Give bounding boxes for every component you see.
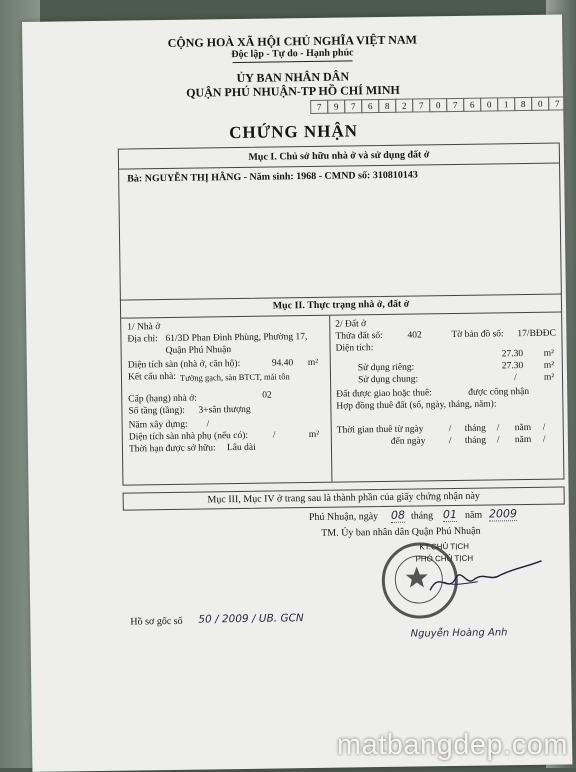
- district-heading: QUẬN PHÚ NHUẬN-TP HỒ CHÍ MINH: [186, 82, 400, 100]
- signer-role2: PHÓ CHỦ TỊCH: [415, 553, 474, 564]
- place-label: Phú Nhuận, ngày: [308, 511, 379, 524]
- date-year: 2009: [488, 507, 518, 521]
- lease-from-year: /: [542, 422, 546, 433]
- month-label: tháng: [410, 510, 434, 522]
- serial-digit: 8: [378, 99, 396, 113]
- address-label: Địa chỉ:: [127, 334, 158, 345]
- serial-digit: 7: [344, 99, 362, 113]
- serial-digit: 9: [327, 99, 345, 113]
- floors-label: Số tầng (tầng):: [128, 405, 185, 417]
- grade-label: Cấp (hạng) nhà ở:: [128, 393, 197, 405]
- section-property: [120, 292, 565, 485]
- floor-area-unit: m²: [307, 357, 319, 369]
- allocation-label: Đất được giao hoặc thuê:: [336, 388, 432, 400]
- land-area-label: Diện tích:: [335, 343, 374, 354]
- lease-to-month: /: [496, 435, 500, 446]
- private-use-unit: m²: [543, 360, 555, 371]
- aux-area-unit: m²: [308, 429, 320, 441]
- lease-from-month-label: tháng: [464, 423, 486, 434]
- lease-to-day: /: [448, 436, 452, 447]
- lease-from-day: /: [448, 424, 452, 435]
- certificate-title: CHỨNG NHẬN: [229, 121, 359, 143]
- structure-value: Tường gạch, sàn BTCT, mái tôn: [179, 371, 290, 383]
- floors-value: 3+sân thượng: [198, 404, 251, 416]
- floor-area-label: Diện tích sàn (nhà ở, căn hộ):: [127, 358, 241, 371]
- address-line1: 61/3D Phan Đình Phùng, Phường 17,: [165, 332, 308, 345]
- signature-scribble-icon: [426, 559, 547, 601]
- year-built-value: /: [206, 419, 210, 430]
- aux-area-value: /: [272, 430, 276, 441]
- serial-digit: 7: [446, 98, 464, 112]
- section-owner: [118, 143, 562, 301]
- land-area-unit: m²: [543, 348, 555, 359]
- nation-heading: CỘNG HOÀ XÃ HỘI CHỦ NGHĨA VIỆT NAM: [167, 32, 418, 50]
- serial-digit: 1: [497, 97, 515, 111]
- serial-digit: 0: [429, 98, 447, 112]
- lease-from-month: /: [496, 423, 500, 434]
- floor-area: 94.40: [271, 358, 294, 369]
- land-area-value: 27.30: [501, 349, 524, 360]
- signer-name: Nguyễn Hoàng Anh: [410, 627, 508, 640]
- lease-from-label: Thời gian thuê từ ngày: [336, 424, 424, 436]
- year-built-label: Năm xây dựng:: [128, 419, 188, 431]
- lease-to-year: /: [542, 434, 546, 445]
- section3-note: Mục III, Mục IV ở trang sau là thành phần của giấy chứng nhận này: [207, 490, 480, 506]
- lease-to-label: đến ngày: [390, 436, 426, 447]
- aux-area-label: Diện tích sàn nhà phụ (nếu có):: [128, 430, 249, 443]
- year-label: năm: [464, 509, 483, 521]
- plot-value: 402: [407, 330, 422, 341]
- serial-digit: 6: [463, 98, 481, 112]
- map-label: Tờ bản đồ số:: [451, 329, 504, 341]
- lease-to-month-label: tháng: [464, 435, 487, 446]
- serial-digit: 7: [412, 98, 430, 112]
- serial-digit: 8: [514, 97, 532, 111]
- address-line2: Quận Phú Nhuận: [165, 345, 232, 357]
- lease-contract-label: Hợp đồng thuê đất (số, ngày, tháng, năm):: [336, 399, 497, 412]
- section1-heading: Mục I. Chủ sở hữu nhà ở và sử dụng đất ở: [248, 149, 430, 163]
- certificate-document: [22, 14, 572, 771]
- shared-use-unit: m²: [543, 372, 555, 383]
- serial-digit: 0: [531, 97, 549, 111]
- serial-digit: 6: [361, 99, 379, 113]
- watermark: matbangdep.com: [336, 729, 568, 761]
- motto-underline: [233, 60, 353, 63]
- serial-digit: 7: [548, 96, 566, 110]
- motto: Độc lập - Tự do - Hạnh phúc: [231, 47, 354, 61]
- term-value: Lâu dài: [226, 442, 256, 454]
- serial-number: [311, 96, 566, 114]
- structure-label: Kết cấu nhà:: [127, 371, 177, 383]
- allocation-value: được công nhận: [468, 386, 530, 398]
- land-title: 2/ Đất ở: [335, 319, 367, 330]
- owner-line: Bà: NGUYỄN THỊ HẰNG - Năm sinh: 1968 - CMND số: 310810143: [127, 169, 418, 185]
- date-month: 01: [442, 507, 458, 522]
- section2-heading: Mục II. Thực trạng nhà ở, đất ở: [272, 298, 410, 312]
- date-day: 08: [390, 508, 406, 522]
- house-title: 1/ Nhà ở: [127, 322, 161, 333]
- serial-digit: 2: [395, 99, 413, 113]
- record-value: 50 / 2009 / UB. GCN: [198, 612, 304, 626]
- lease-to-year-label: năm: [514, 434, 532, 446]
- signer-role1: KT.CHỦ TỊCH: [419, 541, 470, 552]
- shared-use-label: Sử dụng chung:: [357, 374, 419, 386]
- record-label: Hồ sơ gốc số: [130, 615, 183, 628]
- private-use-value: 27.30: [501, 361, 524, 372]
- serial-digit: 7: [310, 100, 328, 114]
- private-use-label: Sử dụng riêng:: [357, 362, 415, 374]
- serial-digit: 0: [480, 97, 498, 111]
- column-divider: [329, 316, 332, 482]
- council-heading: ỦY BAN NHÂN DÂN: [236, 69, 350, 86]
- issuing-body: TM. Ủy ban nhân dân Quận Phú Nhuận: [321, 525, 481, 539]
- term-label: Thời hạn được sở hữu:: [128, 443, 216, 455]
- lease-from-year-label: năm: [514, 422, 532, 434]
- grade-value: 02: [262, 390, 272, 401]
- shared-use-value: /: [513, 373, 517, 384]
- plot-label: Thửa đất số:: [335, 330, 383, 342]
- map-value: 17/BĐĐC: [517, 328, 557, 340]
